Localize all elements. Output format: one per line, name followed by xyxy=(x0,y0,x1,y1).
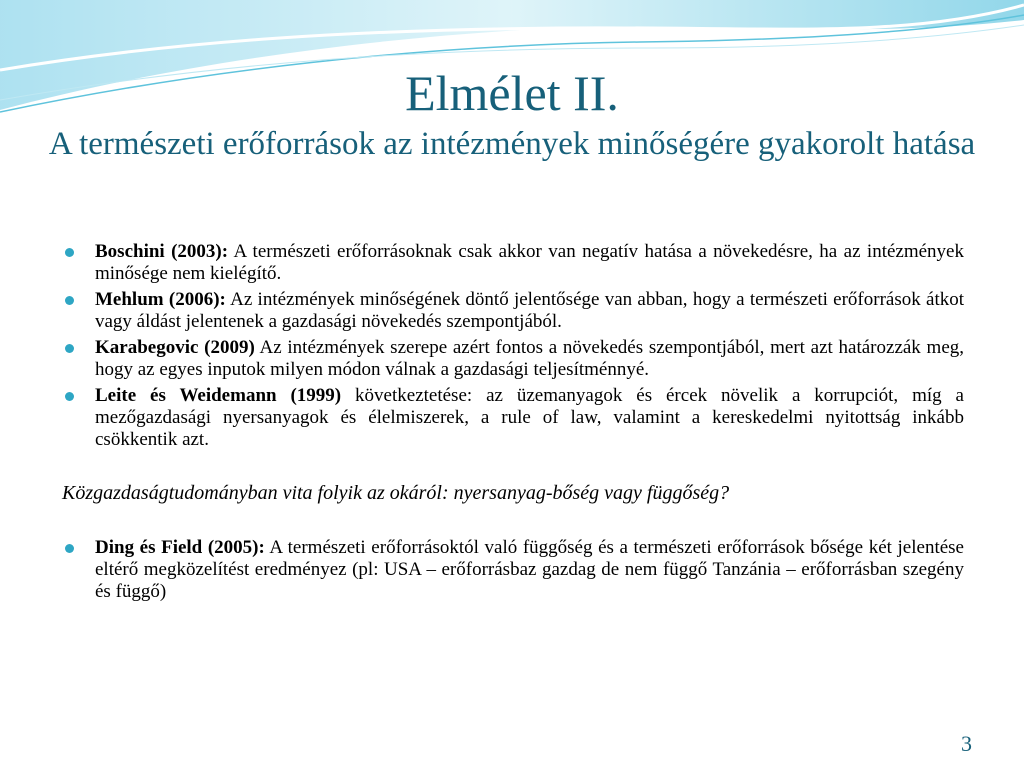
list-item xyxy=(62,241,964,285)
bullet-icon xyxy=(65,296,74,305)
bullet-list-2 xyxy=(62,537,964,603)
bullet-icon xyxy=(65,344,74,353)
bullet-icon xyxy=(65,544,74,553)
slide-content xyxy=(62,241,964,607)
bullet-icon xyxy=(65,248,74,257)
list-item xyxy=(62,537,964,603)
reference: Boschini (2003): xyxy=(95,241,229,262)
bullet-text: Az intézmények szerepe azért fontos a növekedés szempontjából, mert azt határozzák meg, hogy az egyes inputok milyen módon válnak a gazdasági teljesítménnyé. xyxy=(95,337,964,380)
page-number: 3 xyxy=(961,731,972,756)
slide-title: Elmélet II. xyxy=(405,65,619,121)
reference: Karabegovic (2009) xyxy=(95,337,255,358)
reference: Mehlum (2006): xyxy=(95,289,226,310)
reference: Ding és Field (2005): xyxy=(95,537,265,558)
bullet-text: következtetése: az üzemanyagok és ércek növelik a korrupciót, míg a mezőgazdasági nyersanyagok és élelmiszerek, a rule of law, valamint a kereskedelmi nyitottság inkább csökkentik azt. xyxy=(95,385,964,450)
question-text: Közgazdaságtudományban vita folyik az okáról: nyersanyag-bőség vagy függőség? xyxy=(62,482,730,504)
slide-subtitle: A természeti erőforrások az intézmények minőségére gyakorolt hatása xyxy=(48,126,976,162)
bullet-icon xyxy=(65,392,74,401)
bullet-text: Az intézmények minőségének döntő jelentősége van abban, hogy a természeti erőforrások átkot vagy áldást jelentenek a gazdasági növekedés szempontjából. xyxy=(95,289,964,332)
list-item xyxy=(62,385,964,451)
bullet-text: A természeti erőforrásoktól való függőség és a természeti erőforrások bősége két jelentése eltérő megközelítést eredményez (pl: USA – erőforrásbaz gazdag de nem függő Tanzánia – erőforrásban szegény és függő) xyxy=(95,537,964,602)
list-item xyxy=(62,337,964,381)
list-item xyxy=(62,289,964,333)
reference: Leite és Weidemann (1999) xyxy=(95,385,342,406)
bullet-list xyxy=(62,241,964,451)
title-block xyxy=(40,62,984,164)
bullet-text: A természeti erőforrásoknak csak akkor van negatív hatása a növekedésre, ha az intézmények minősége nem kielégítő. xyxy=(95,241,964,284)
